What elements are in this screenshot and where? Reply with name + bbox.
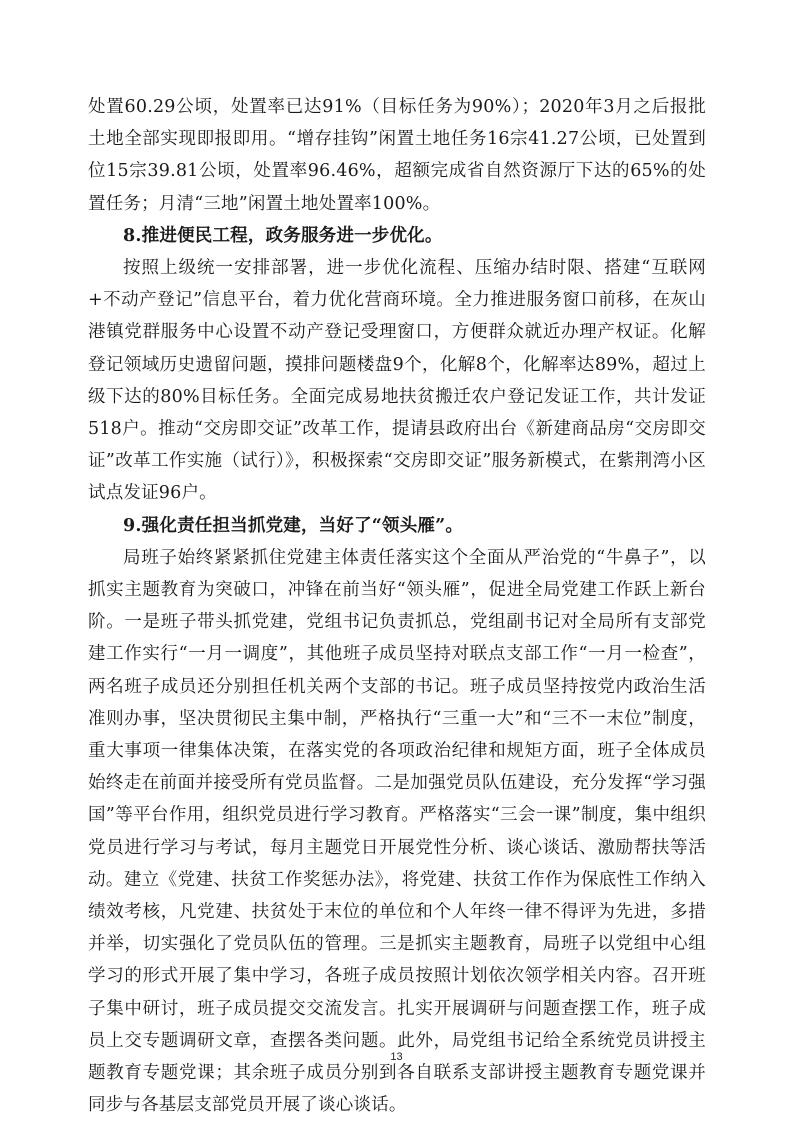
paragraph-party-building: 局班子始终紧紧抓住党建主体责任落实这个全面从严治党的“牛鼻子”，以抓实主题教育为突破口，冲锋在前当好“领头雁”，促进全局党建工作跃上新台阶。一是班子带头抓党建，党组书记负责抓总，党组副书记对全局所有支部党建工作实行“一月一调度”，其他班子成员坚持对联点支部工作“一月一检查”，两名班子成员还分别担任机关两个支部的书记。班子成员坚持按党内政治生活准则办事，坚决贯彻民主集中制，严格执行“三重一大”和“三不一末位”制度，重大事项一律集体决策，在落实党的各项政治纪律和规矩方面，班子全体成员始终走在前面并接受所有党员监督。二是加强党员队伍建设，充分发挥“学习强国”等平台作用，组织党员进行学习教育。严格落实“三会一课”制度，集中组织党员进行学习与考试，每月主题党日开展党性分析、谈心谈话、激励帮扶等活动。建立《党建、扶贫工作奖惩办法》，将党建、扶贫工作作为保底性工作纳入绩效考核，凡党建、扶贫处于末位的单位和个人年终一律不得评为先进，多措并举，切实强化了党员队伍的管理。三是抓实主题教育，局班子以党组中心组学习的形式开展了集中学习，各班子成员按照计划依次领学相关内容。召开班子集中研讨，班子成员提交交流发言。扎实开展调研与问题查摆工作，班子成员上交专题调研文章，查摆各类问题。此外，局党组书记给全系统党员讲授主题教育专题党课；其余班子成员分别到各自联系支部讲授主题教育专题党课并同步与各基层支部党员开展了谈心谈话。: [88, 547, 706, 1116]
document-body: [88, 91, 706, 1122]
paragraph-convenience-services: 按照上级统一安排部署，进一步优化流程、压缩办结时限、搭建“互联网+不动产登记”信息平台，着力优化营商环境。全力推进服务窗口前移，在灰山港镇党群服务中心设置不动产登记受理窗口，方便群众就近办理产权证。化解登记领域历史遗留问题，摸排问题楼盘9个，化解8个，化解率达89%，超过上级下达的80%目标任务。全面完成易地扶贫搬迁农户登记发证工作，共计发证518户。推动“交房即交证”改革工作，提请县政府出台《新建商品房“交房即交证”改革工作实施（试行）》，积极探索“交房即交证”服务新模式，在紫荆湾小区试点发证96户。: [88, 258, 706, 504]
paragraph-land-disposal: 处置60.29公顷，处置率已达91%（目标任务为90%）；2020年3月之后报批土地全部实现即报即用。“增存挂钩”闲置土地任务16宗41.27公顷，已处置到位15宗39.81公顷，处置率96.46%，超额完成省自然资源厅下达的65%的处置任务；月清“三地”闲置土地处置率100%。: [88, 97, 706, 214]
section-heading-9: 9.强化责任担当抓党建，当好了“领头雁”。: [123, 515, 464, 536]
page-number: 13: [390, 1051, 403, 1063]
section-heading-8: 8.推进便民工程，政务服务进一步优化。: [123, 225, 443, 246]
